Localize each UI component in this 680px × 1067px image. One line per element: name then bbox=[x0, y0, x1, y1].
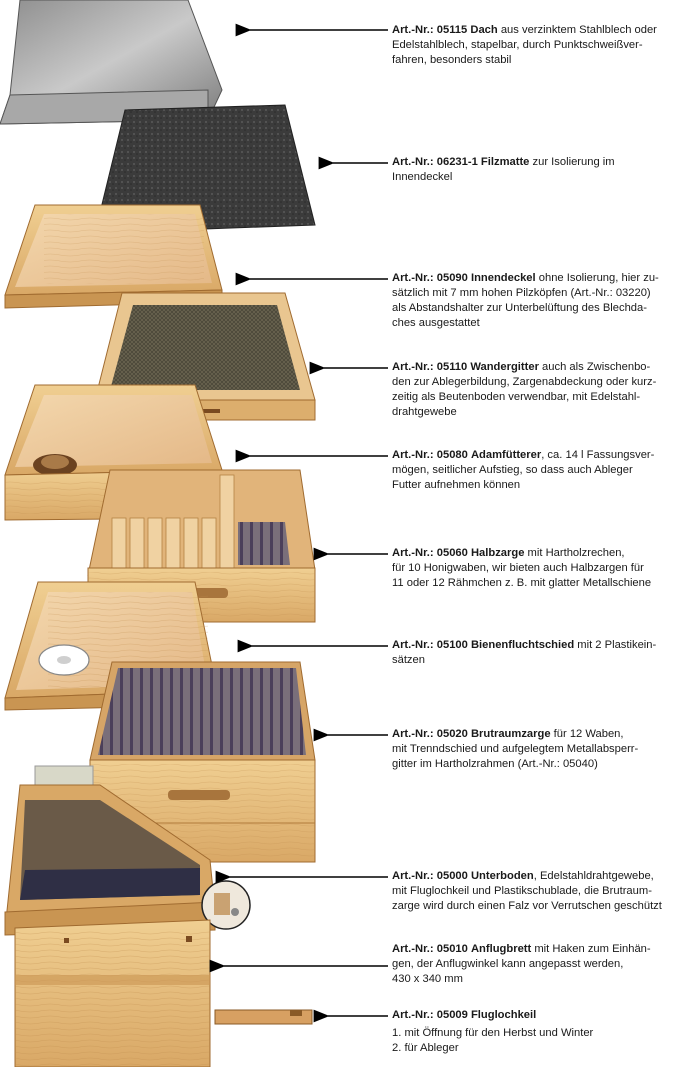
part-name: Bienenfluchtschied bbox=[470, 639, 575, 651]
description-line: sätzen bbox=[392, 654, 425, 666]
part-name: Innendeckel bbox=[470, 272, 536, 284]
part-name: Fluglochkeil bbox=[470, 1009, 537, 1021]
art-number: Art.-Nr.: 05110 bbox=[392, 361, 468, 373]
label-brood-box bbox=[392, 727, 678, 772]
entrance-reducer-illustration bbox=[215, 1010, 312, 1024]
description-line: gen, der Anflugwinkel kann angepasst werden, bbox=[392, 958, 624, 970]
description: ohne Isolierung, hier zu- bbox=[535, 272, 659, 284]
landing-board-illustration bbox=[15, 920, 210, 1067]
description-line: Futter aufnehmen können bbox=[392, 479, 521, 491]
art-number: Art.-Nr.: 05090 bbox=[392, 272, 468, 284]
art-number: Art.-Nr.: 05010 bbox=[392, 943, 468, 955]
label-bottom-board bbox=[392, 869, 678, 914]
description-line: ches ausgestattet bbox=[392, 317, 480, 329]
label-entrance-reducer bbox=[392, 1008, 678, 1056]
description-line: zeitig als Beutenboden verwendbar, mit Edelstahl- bbox=[392, 391, 641, 403]
roof-illustration bbox=[0, 0, 222, 124]
art-number: Art.-Nr.: 05100 bbox=[392, 639, 468, 651]
label-bee-escape bbox=[392, 638, 678, 668]
description-line: sätzlich mit 7 mm hohen Pilzköpfen (Art.-Nr.: 03220) bbox=[392, 287, 651, 299]
part-name: Brutraumzarge bbox=[470, 728, 551, 740]
description-line: den zur Ablegerbildung, Zargenabdeckung oder kurz- bbox=[392, 376, 657, 388]
description-line: zarge wird durch einen Falz vor Verrutschen geschützt bbox=[392, 900, 662, 912]
part-name: Dach bbox=[470, 24, 498, 36]
art-number: Art.-Nr.: 05080 bbox=[392, 449, 468, 461]
description-line: für 10 Honigwaben, wir bieten auch Halbzargen für bbox=[392, 562, 644, 574]
art-number: Art.-Nr.: 06231-1 bbox=[392, 156, 478, 168]
label-feeder bbox=[392, 448, 678, 493]
label-landing-board bbox=[392, 942, 678, 987]
label-inner-cover bbox=[392, 271, 678, 331]
description-line: Innendeckel bbox=[392, 171, 453, 183]
art-number: Art.-Nr.: 05060 bbox=[392, 547, 468, 559]
art-number: Art.-Nr.: 05000 bbox=[392, 870, 468, 882]
label-roof bbox=[392, 23, 678, 68]
description-line: mit Fluglochkeil und Plastikschublade, die Brutraum- bbox=[392, 885, 652, 897]
art-number: Art.-Nr.: 05115 bbox=[392, 24, 468, 36]
description: auch als Zwischenbo- bbox=[538, 361, 651, 373]
art-number: Art.-Nr.: 05020 bbox=[392, 728, 468, 740]
description: mit Hartholzrechen, bbox=[524, 547, 625, 559]
description-line: mit Trenndschied und aufgelegtem Metallabsperr- bbox=[392, 743, 639, 755]
description-line: 1. mit Öffnung für den Herbst und Winter bbox=[392, 1027, 594, 1039]
art-number: Art.-Nr.: 05009 bbox=[392, 1009, 468, 1021]
description: , Edelstahldrahtgewebe, bbox=[533, 870, 654, 882]
description-line: 430 x 340 mm bbox=[392, 973, 463, 985]
label-felt-mat bbox=[392, 155, 678, 185]
description-line: Edelstahlblech, stapelbar, durch Punktschweißver- bbox=[392, 39, 643, 51]
description: mit Haken zum Einhän- bbox=[531, 943, 651, 955]
description-line: als Abstandshalter zur Unterbelüftung des Blechda- bbox=[392, 302, 647, 314]
description: , ca. 14 l Fassungsver- bbox=[541, 449, 655, 461]
description-line: drahtgewebe bbox=[392, 406, 457, 418]
part-name: Adamfütterer bbox=[470, 449, 542, 461]
part-name: Filzmatte bbox=[480, 156, 530, 168]
label-travel-screen bbox=[392, 360, 678, 420]
part-name: Halbzarge bbox=[470, 547, 525, 559]
part-name: Unterboden bbox=[470, 870, 534, 882]
label-half-super bbox=[392, 546, 678, 591]
description-line: 11 oder 12 Rähmchen z. B. mit glatter Metallschiene bbox=[392, 577, 652, 589]
description: für 12 Waben, bbox=[550, 728, 624, 740]
part-name: Anflugbrett bbox=[470, 943, 532, 955]
description: zur Isolierung im bbox=[529, 156, 615, 168]
description: aus verzinktem Stahlblech oder bbox=[497, 24, 657, 36]
part-name: Wandergitter bbox=[470, 361, 539, 373]
description-line: fahren, besonders stabil bbox=[392, 54, 512, 66]
description-line: mögen, seitlicher Aufstieg, so dass auch Ableger bbox=[392, 464, 633, 476]
description-line: gitter im Hartholzrahmen (Art.-Nr.: 05040) bbox=[392, 758, 598, 770]
description-line: 2. für Ableger bbox=[392, 1042, 459, 1054]
description: mit 2 Plastikein- bbox=[574, 639, 657, 651]
